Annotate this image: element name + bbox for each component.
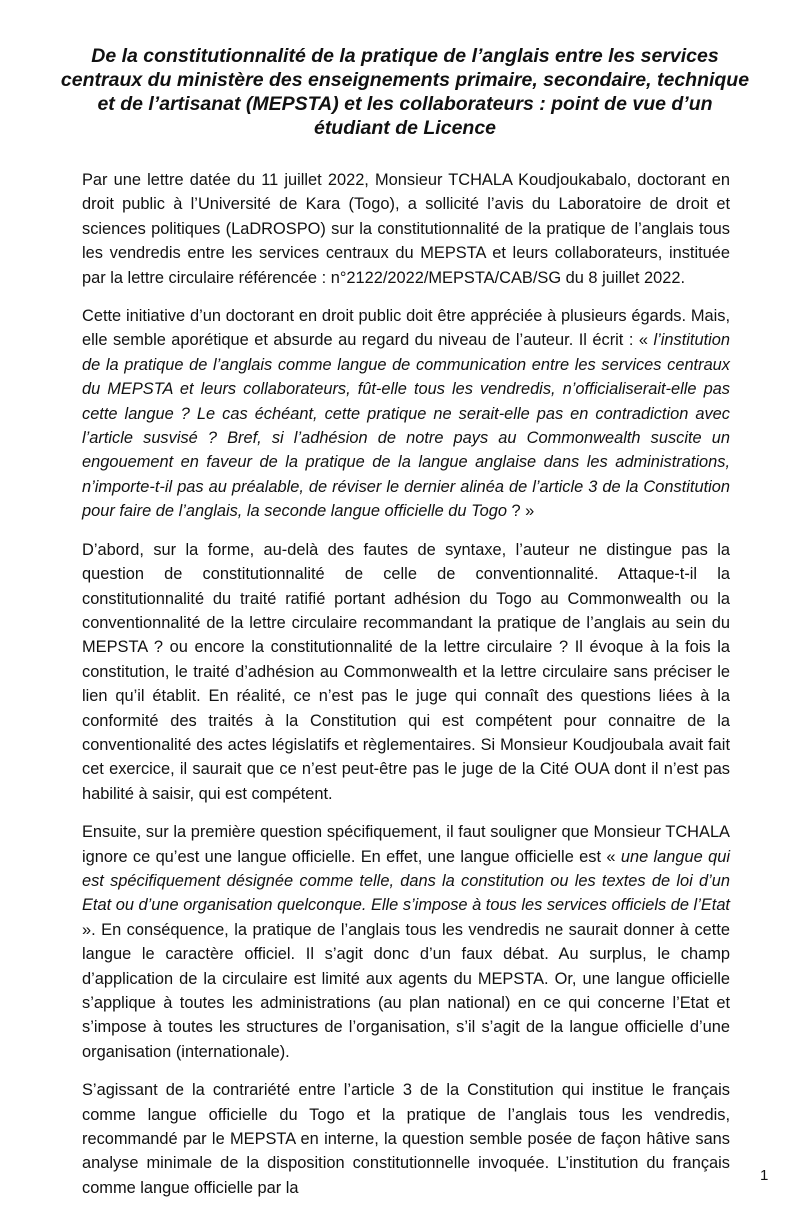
paragraph-3-text: D’abord, sur la forme, au-delà des fautes de syntaxe, l’auteur ne distingue pas la question de constitutionnalité de celle de conventionnalité. Attaque-t-il la constitutionnalité du traité ratifié portant adhésion du Togo au Commonwealth ou la conventionnalité de la lettre circulaire recommandant la pratique de l’anglais au sein du MEPSTA ? ou encore la constitutionnalité de la lettre circulaire ? Il évoque à la fois la constitution, le traité d’adhésion au Commonwealth et la lettre circulaire sans préciser le lien qu’il établit. En réalité, ce n’est pas le juge qui connaît des questions liées à la conformité des traités à la Constitution qui est compétent pour connaitre de la conventionalité des actes législatifs et règlementaires. Si Monsieur Koudjoubala avait fait cet exercice, il saurait que ce n’est peut-être pas le juge de la Cité OUA dont il n’est pas habilité à saisir, qui est compétent. — [82, 540, 730, 803]
paragraph-4-continuation: ». En conséquence, la pratique de l’anglais tous les vendredis ne saurait donner à cette langue le caractère officiel. Il s’agit donc d’un faux débat. Au surplus, le champ d’application de la circulaire est limité aux agents du MEPSTA. Or, une langue officielle s’applique à toutes les administrations (au plan national) en ce qui concerne l’Etat et s’impose à toutes les structures de l’organisation, s’il s’agit de la langue officielle d’une organisation (internationale). — [82, 920, 730, 1061]
paragraph-2-text: Cette initiative d’un doctorant en droit public doit être appréciée à plusieurs égards. Mais, elle semble aporétique et absurde au regard du niveau de l’auteur. Il écrit : « — [82, 307, 730, 350]
paragraph-1-text: Par une lettre datée du 11 juillet 2022, Monsieur TCHALA Koudjoukabalo, doctorant en droit public à l’Université de Kara (Togo), a sollicité l’avis du Laboratoire de droit et sciences politiques (LaDROSPO) sur la constitutionnalité de la pratique de l’anglais tous les vendredis entre les services centraux du MEPSTA et leurs collaborateurs, instituée par la lettre circulaire référencée : n°2122/2022/MEPSTA/CAB/SG du 8 juillet 2022. — [82, 171, 730, 287]
paragraph-4-text: Ensuite, sur la première question spécifiquement, il faut souligner que Monsieur TCHALA ignore ce qu’est une langue officielle. En effet, une langue officielle est « — [82, 823, 730, 866]
paragraph-4 — [82, 820, 730, 1064]
document-body — [82, 168, 730, 1214]
paragraph-2-quote: l’institution de la pratique de l’anglais comme langue de communication entre les services centraux du MEPSTA et leurs collaborateurs, fût-elle tous les vendredis, n’officialiserait-elle pas cette langue ? Le cas échéant, cette pratique ne serait-elle pas en contradiction avec l’article susvisé ? Bref, si l’adhésion de notre pays au Commonwealth suscite un engouement en faveur de la pratique de la langue anglaise dans les administrations, n’importe-t-il pas au préalable, de réviser le dernier alinéa de l’article 3 de la Constitution pour faire de l’anglais, la seconde langue officielle du Togo — [82, 331, 730, 521]
paragraph-4-quote: une langue qui est spécifiquement désignée comme telle, dans la constitution ou les textes de loi d’un Etat ou d’une organisation quelconque. Elle s’impose à tous les services officiels de l’Etat — [82, 847, 730, 915]
paragraph-3 — [82, 538, 730, 806]
paragraph-2-closing: ? » — [506, 502, 535, 521]
page-number: 1 — [760, 1167, 769, 1184]
document-title: De la constitutionnalité de la pratique de l’anglais entre les services centraux du ministère des enseignements primaire, secondaire, technique et de l’artisanat (MEPSTA) et les collaborateurs : point de vue d’un étudiant de Licence — [60, 45, 750, 139]
paragraph-1 — [82, 168, 730, 290]
paragraph-5 — [82, 1078, 730, 1200]
paragraph-2 — [82, 304, 730, 524]
paragraph-5-text: S’agissant de la contrariété entre l’article 3 de la Constitution qui institue le français comme langue officielle du Togo et la pratique de l’anglais tous les vendredis, recommandé par le MEPSTA en interne, la question semble posée de façon hâtive sans analyse minimale de la disposition constitutionnelle invoquée. L’institution du français comme langue officielle par la — [82, 1081, 730, 1197]
